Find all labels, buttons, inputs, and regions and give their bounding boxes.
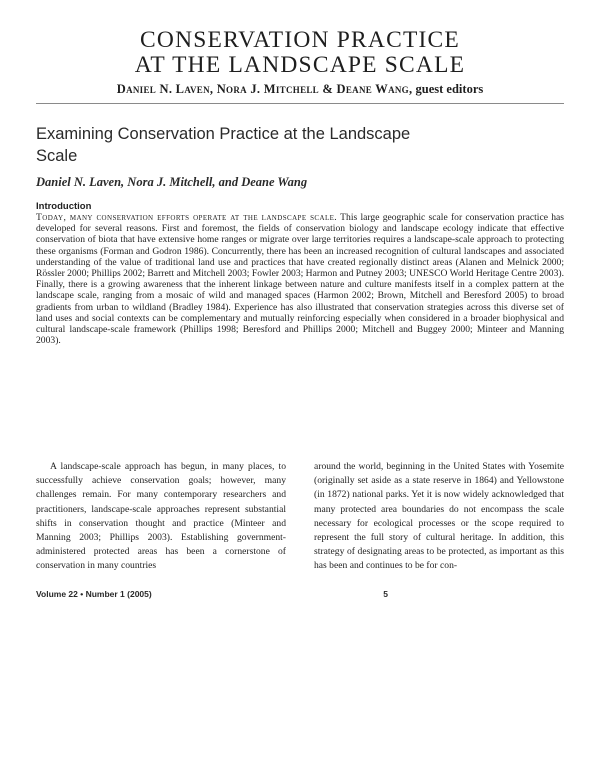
- introduction-lead-in: Today, many conservation efforts operate at the landscape scale.: [36, 212, 338, 223]
- journal-issue-footer: Volume 22 • Number 1 (2005): [36, 589, 152, 599]
- series-header: [0, 28, 600, 97]
- body-left-column: A landscape-scale approach has begun, in many places, to successfully achieve conservation goals; however, many challenges remain. For many contemporary researchers and practitioners, landscape-scale approaches represent substantial shifts in conservation thought and practice (Minteer and Manning 2003; Phillips 2003). Establishing government-administered protected areas has been a cornerstone of conservation in many countries: [36, 461, 286, 572]
- section-heading-introduction: Introduction: [36, 201, 92, 212]
- header-divider: [36, 103, 564, 104]
- body-columns: [36, 460, 564, 574]
- article-authors: Daniel N. Laven, Nora J. Mitchell, and Deane Wang: [36, 175, 308, 189]
- body-right-column: around the world, beginning in the United States with Yosemite (originally set aside as a state reserve in 1864) and Yellowstone (in 1872) national parks. Yet it is now widely acknowledged that many protected area boundaries do not encompass the scale necessary for ecological processes or the scope required to represent the full story of cultural heritage. In addition, this strategy of designating areas to be protected, as important as this has been and continues to be for con-: [314, 461, 564, 572]
- page-number: 5: [383, 589, 388, 599]
- series-title-line-1: CONSERVATION PRACTICE: [140, 27, 460, 53]
- editors-role: guest editors: [415, 82, 484, 96]
- editors-names: Daniel N. Laven, Nora J. Mitchell & Deane Wang,: [116, 82, 413, 96]
- introduction-text: This large geographic scale for conservation practice has developed for several reasons. First and foremost, the fields of conservation biology and landscape ecology indicate that effective conservation of biota that have extensive home ranges or migrate over large territories requires a landscape-scale approach to protecting these organisms (Forman and Godron 1986). Concurrently, there has been an increased recognition of cultural landscapes and associated understanding of the value of traditional land use and practices that have created regionally distinct areas (Alanen and Melnick 2000; Rössler 2000; Phillips 2002; Barrett and Mitchell 2003; Fowler 2003; Harmon and Putney 2003; UNESCO World Heritage Centre 2003). Finally, there is a growing awareness that the inherent linkage between nature and culture manifests itself in a complex pattern at the landscape scale, ranging from a mosaic of wild and managed spaces (Harmon 2002; Brown, Mitchell and Beresford 2005) to broad gradients from urban to wildland (Bradley 1984). Experience has also illustrated that conservation strategies across this diverse set of land uses and social contexts can be complementary and mutually reinforcing especially when considered in a broader biophysical and cultural landscape-scale framework (Phillips 1998; Beresford and Phillips 2000; Mitchell and Buggey 2000; Minteer and Manning 2003).: [36, 212, 564, 347]
- article-title: Examining Conservation Practice at the Landscape Scale: [36, 125, 411, 165]
- introduction-paragraph: [36, 212, 564, 346]
- guest-editors: [0, 82, 600, 97]
- series-title-line-2: AT THE LANDSCAPE SCALE: [134, 52, 466, 78]
